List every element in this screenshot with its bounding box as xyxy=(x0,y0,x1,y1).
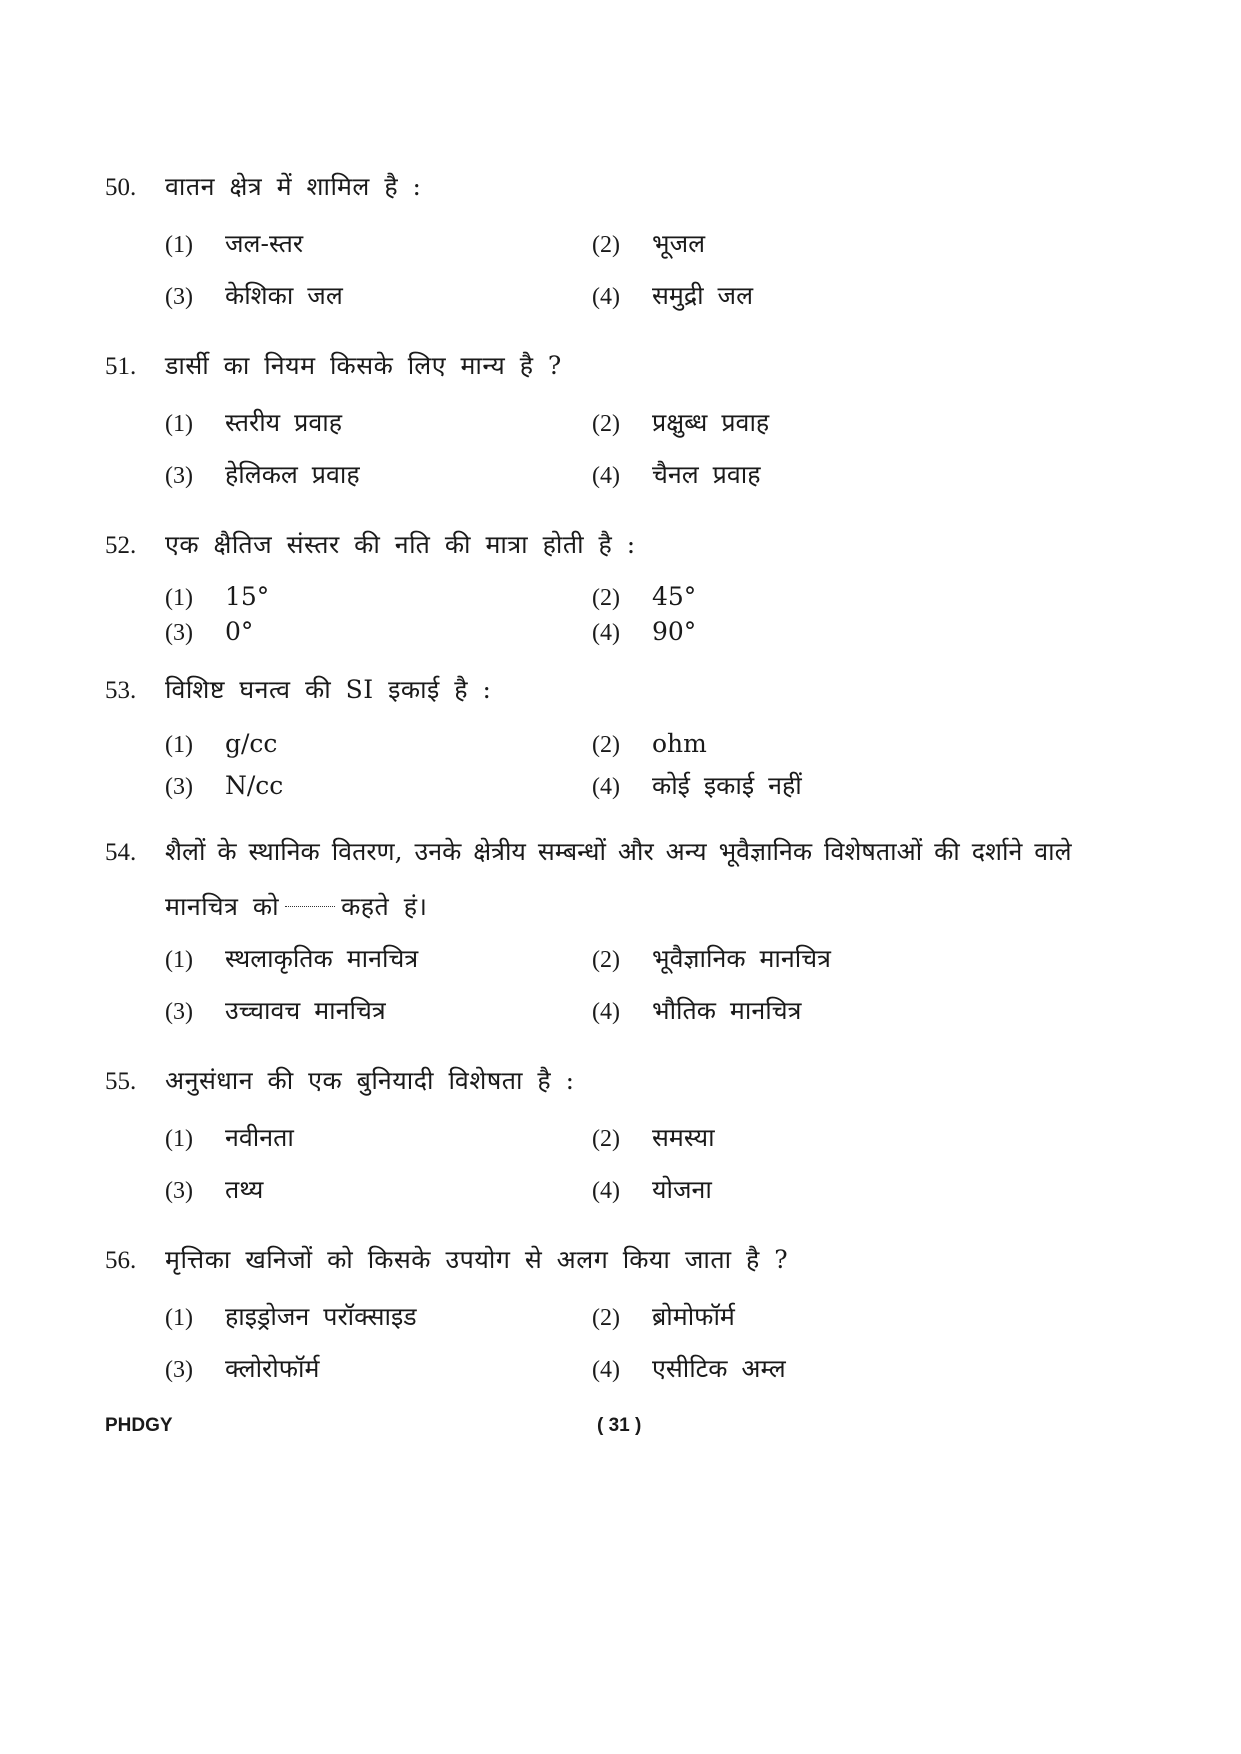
option-number: (2) xyxy=(592,411,620,437)
question-text: विशिष्ट घनत्व की SI इकाई है : xyxy=(165,675,492,704)
options-row-2 xyxy=(105,458,1165,492)
option-2[interactable] xyxy=(592,1300,735,1335)
option-number: (1) xyxy=(165,1305,193,1331)
option-number: (2) xyxy=(592,732,620,758)
option-number: (2) xyxy=(592,1305,620,1331)
options-row-2 xyxy=(105,1173,1165,1207)
option-3[interactable] xyxy=(165,1352,319,1387)
question-number: 53. xyxy=(105,677,137,704)
option-2[interactable] xyxy=(592,1121,715,1156)
option-number: (4) xyxy=(592,999,620,1025)
option-text: चैनल प्रवाह xyxy=(652,460,761,489)
footer-page-number: ( 31 ) xyxy=(597,1415,642,1436)
option-1[interactable] xyxy=(165,727,277,762)
options-row-2 xyxy=(105,279,1165,313)
option-3[interactable] xyxy=(165,994,386,1029)
options-row-1 xyxy=(105,406,1165,440)
option-text: समुद्री जल xyxy=(652,281,754,310)
options-row-1 xyxy=(105,1300,1165,1334)
option-2[interactable] xyxy=(592,406,769,441)
option-number: (3) xyxy=(165,1178,193,1204)
options-row-2 xyxy=(105,769,1165,803)
option-text: जल-स्तर xyxy=(225,229,304,258)
question-text: अनुसंधान की एक बुनियादी विशेषता है : xyxy=(165,1066,575,1095)
option-text: नवीनता xyxy=(225,1123,294,1152)
options-row-2 xyxy=(105,994,1165,1028)
footer-paper-code: PHDGY xyxy=(105,1415,173,1436)
question-50 xyxy=(105,170,1165,310)
option-1[interactable] xyxy=(165,1121,294,1156)
option-text: 45° xyxy=(652,582,697,611)
option-3[interactable] xyxy=(165,615,253,650)
option-4[interactable] xyxy=(592,458,761,493)
options-row-1 xyxy=(105,727,1165,761)
question-line xyxy=(105,349,1165,384)
option-2[interactable] xyxy=(592,942,831,977)
option-1[interactable] xyxy=(165,227,303,262)
option-text: भूजल xyxy=(652,229,706,258)
option-1[interactable] xyxy=(165,580,269,615)
option-number: (3) xyxy=(165,620,193,646)
option-text: हाइड्रोजन परॉक्साइड xyxy=(225,1302,417,1331)
option-text: क्लोरोफॉर्म xyxy=(225,1354,320,1383)
question-51 xyxy=(105,349,1165,489)
options-row-1 xyxy=(105,942,1165,976)
question-text: डार्सी का नियम किसके लिए मान्य है ? xyxy=(165,351,562,380)
question-line xyxy=(105,673,1165,708)
question-line xyxy=(105,1064,1165,1099)
option-3[interactable] xyxy=(165,279,343,314)
option-1[interactable] xyxy=(165,942,418,977)
option-text: योजना xyxy=(652,1175,712,1204)
question-55 xyxy=(105,1064,1165,1204)
question-text-continuation xyxy=(105,890,1165,924)
options-row-1 xyxy=(105,227,1165,261)
option-number: (2) xyxy=(592,585,620,611)
options-row-1 xyxy=(105,1121,1165,1155)
options-row-2 xyxy=(105,615,1165,649)
option-text: हेलिकल प्रवाह xyxy=(225,460,360,489)
option-text: भौतिक मानचित्र xyxy=(652,996,802,1025)
option-text: केशिका जल xyxy=(225,281,343,310)
option-number: (2) xyxy=(592,232,620,258)
option-text: समस्या xyxy=(652,1123,715,1152)
option-number: (3) xyxy=(165,999,193,1025)
option-2[interactable] xyxy=(592,727,707,762)
option-text: ब्रोमोफॉर्म xyxy=(652,1302,735,1331)
question-text: वातन क्षेत्र में शामिल है : xyxy=(165,172,422,201)
question-number: 56. xyxy=(105,1247,137,1274)
option-number: (3) xyxy=(165,1357,193,1383)
option-text: स्तरीय प्रवाह xyxy=(225,408,342,437)
options-row-2 xyxy=(105,1352,1165,1386)
question-54 xyxy=(105,835,1165,1025)
option-2[interactable] xyxy=(592,227,705,262)
option-text: 15° xyxy=(225,582,270,611)
question-56 xyxy=(105,1243,1165,1383)
option-number: (1) xyxy=(165,232,193,258)
question-number: 51. xyxy=(105,353,137,380)
question-text: एक क्षैतिज संस्तर की नति की मात्रा होती है : xyxy=(165,530,636,559)
option-text: एसीटिक अम्ल xyxy=(652,1354,786,1383)
option-number: (4) xyxy=(592,1178,620,1204)
option-3[interactable] xyxy=(165,1173,263,1208)
option-text: तथ्य xyxy=(225,1175,264,1204)
option-text: ohm xyxy=(652,729,707,758)
question-line xyxy=(105,170,1165,205)
question-line xyxy=(105,528,1165,563)
option-text: कोई इकाई नहीं xyxy=(652,771,802,800)
option-text: 0° xyxy=(225,617,254,646)
question-53 xyxy=(105,673,1165,800)
option-number: (4) xyxy=(592,1357,620,1383)
option-4[interactable] xyxy=(592,279,753,314)
option-number: (1) xyxy=(165,732,193,758)
option-number: (4) xyxy=(592,620,620,646)
question-number: 55. xyxy=(105,1068,137,1095)
question-text-part: कहते हं। xyxy=(341,892,428,921)
question-line xyxy=(105,1243,1165,1278)
option-number: (2) xyxy=(592,947,620,973)
option-text: भूवैज्ञानिक मानचित्र xyxy=(652,944,831,973)
option-4[interactable] xyxy=(592,1352,786,1387)
option-4[interactable] xyxy=(592,994,801,1029)
blank-dots xyxy=(285,906,335,907)
option-text: स्थलाकृतिक मानचित्र xyxy=(225,944,419,973)
option-text: g/cc xyxy=(225,729,278,758)
option-number: (4) xyxy=(592,774,620,800)
option-number: (2) xyxy=(592,1126,620,1152)
option-number: (3) xyxy=(165,463,193,489)
option-number: (4) xyxy=(592,284,620,310)
question-number: 54. xyxy=(105,839,137,866)
option-text: प्रक्षुब्ध प्रवाह xyxy=(652,408,770,437)
question-text-part: मानचित्र को xyxy=(165,892,280,921)
question-number: 52. xyxy=(105,532,137,559)
question-text: मृत्तिका खनिजों को किसके उपयोग से अलग किया जाता है ? xyxy=(165,1245,789,1274)
option-2[interactable] xyxy=(592,580,696,615)
option-4[interactable] xyxy=(592,769,802,804)
option-number: (3) xyxy=(165,774,193,800)
option-number: (1) xyxy=(165,947,193,973)
option-3[interactable] xyxy=(165,458,360,493)
option-4[interactable] xyxy=(592,1173,712,1208)
option-number: (1) xyxy=(165,1126,193,1152)
option-number: (4) xyxy=(592,463,620,489)
option-3[interactable] xyxy=(165,769,283,804)
question-text: शैलों के स्थानिक वितरण, उनके क्षेत्रीय सम्बन्धों और अन्य भूवैज्ञानिक विशेषताओं की दर्शाने वाले xyxy=(165,837,1072,866)
options-row-1 xyxy=(105,580,1165,614)
question-52 xyxy=(105,528,1165,646)
option-1[interactable] xyxy=(165,406,342,441)
option-1[interactable] xyxy=(165,1300,417,1335)
option-text: 90° xyxy=(652,617,697,646)
option-number: (3) xyxy=(165,284,193,310)
question-number: 50. xyxy=(105,174,137,201)
option-number: (1) xyxy=(165,585,193,611)
question-line xyxy=(105,835,1165,870)
option-text: N/cc xyxy=(225,771,284,800)
option-number: (1) xyxy=(165,411,193,437)
option-4[interactable] xyxy=(592,615,696,650)
option-text: उच्चावच मानचित्र xyxy=(225,996,386,1025)
